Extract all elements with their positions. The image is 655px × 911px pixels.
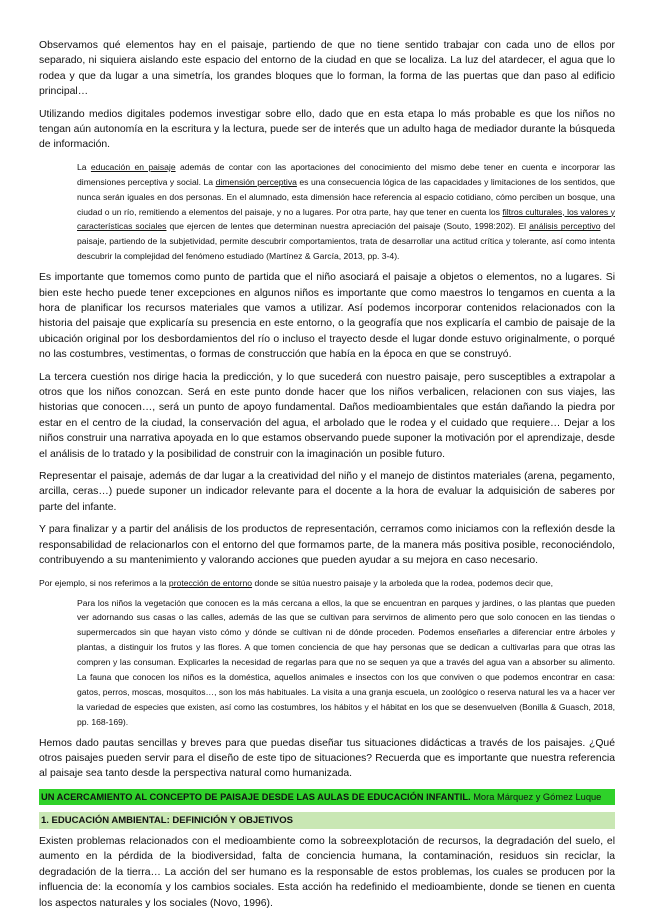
term-filtros-culturales: filtros culturales, los valores y características sociales [77, 206, 615, 232]
paragraph-prediction: La tercera cuestión nos dirige hacia la predicción, y lo que sucederá con nuestro paisaje, pero susceptibles a extrapolar a otros que los niños conozcan. Será en este punto donde hacer que los niños verbalicen, relacionen con sus viajes, las historias que conocen…, será un punto de apoyo fundamental. Daños medioambientales que están dañando la piedra por estar en el centro de la ciudad, la conservación del agua, el arbolado que le rodea y el cuidado que requiere… Dejar a los niños construir una narrativa apoyada en lo que estamos observando puede suponer la motivación por el aprendizaje, desde el análisis de lo tratado y la posibilidad de construir con la imaginación un posible futuro. [39, 371, 615, 460]
quote-text: que ejercen de lentes que determinan nuestra apreciación del paisaje (Souto, 1998:202). El [166, 221, 530, 232]
paragraph-example-intro [39, 576, 615, 590]
term-analisis-perceptivo: análisis perceptivo [529, 221, 601, 232]
paragraph-conclusion: Y para finalizar y a partir del análisis de los productos de representación, cerramos como iniciamos con la reflexión desde la responsabilidad de relacionarlos con el entorno del que formamos parte, de la manera más positiva posible, reconociéndolo, contribuyendo a su mantenimiento y valorando acciones que pueden ayudar a su mejora en caso necesario. [39, 524, 615, 567]
term-dimension-perceptiva: dimensión perceptiva [215, 176, 297, 187]
paragraph-observation: Observamos qué elementos hay en el paisaje, partiendo de que no tiene sentido trabajar con cada uno de ellos por separado, ni siquiera aislando este espacio del entorno de la ciudad en que se localiza. La luz del atardecer, el agua que lo rodea y que da lugar a una simetría, los grandes bloques que lo forman, la forma de las puertas que dan paso al edificio principal… [39, 40, 615, 98]
paragraph-digital-media: Utilizando medios digitales podemos investigar sobre ello, dado que en esta etapa lo más probable es que los niños no tengan aún autonomía en la escritura y la lectura, puede ser de interés que un adulto haga de mediador durante la búsqueda de información. [39, 108, 615, 151]
quote-text: La [77, 161, 91, 172]
paragraph-environmental-problems: Existen problemas relacionados con el medioambiente como la sobreexplotación de recursos, la degradación del suelo, el aumento en la pérdida de la biodiversidad, falta de conciencia humana, la contaminación, residuos sin reciclar, la degradación de la tierra… La acción del ser humano es la responsable de estos problemas, los cuales se producen por la influencia de: la economía y los cambios sociales. Esta acción ha redefinido el medioambiente, donde se tienen en cuenta los aspectos naturales y los sociales (Novo, 1996). [39, 835, 615, 909]
quote-text: del paisaje, partiendo de la subjetividad, permite descubrir comportamientos, trata de desarrollar una actitud crítica y tolerante, así como intenta descubrir la complejidad del fenómeno estudiado (Martínez & García, 2013, pp. 3-4). [77, 221, 616, 262]
term-proteccion-de-entorno: protección de entorno [168, 577, 253, 588]
chapter-banner [39, 789, 615, 805]
quote-landscape-education [77, 160, 615, 264]
term-educacion-en-paisaje: educación en paisaje [90, 161, 176, 172]
paragraph-starting-point: Es importante que tomemos como punto de partida que el niño asociará el paisaje a objetos o elementos, no a lugares. Si bien este hecho puede tener excepciones en algunos niños es importante que como maestros lo tengamos en cuenta a la hora de planificar los recursos materiales que vamos a utilizar. Así podemos incorporar contenidos relacionados con la historia del paisaje que explicaría su presencia en este entorno, o la geografía que nos explicaría el cambio de paisaje de la ubicación original por los desbordamientos del río o incluso el trayecto desde el lugar donde estuvo originalmente, o porqué no las costumbres, vestimentas, o formas de construcción que había en la época en que se construyó. [39, 272, 615, 361]
quote-vegetation-fauna: Para los niños la vegetación que conocen es la más cercana a ellos, la que se encuentran en parques y jardines, o las plantas que pueden ver adornando sus casas o las calles, además de las que se cultivan para servirnos de alimento pero que solo conocen en las tiendas o supermercados sin que hayan visto cómo y dónde se cultivan ni de dónde proceden. Podemos enseñarles a diferenciar entre árboles y plantas, a distinguir los frutos y las flores. A que tomen conciencia de que hay personas que se dedican a cultivarlas para que otras las compren y las consuman. Explicarles la necesidad de regarlas para que no se sequen ya que a través del agua van a absorber su alimento. La fauna que conocen los niños es la doméstica, aquellos animales e insectos con los que conviven o que podemos encontrar en casa: gatos, perros, moscas, mosquitos…, son los más habituales. La visita a una granja escuela, un zoológico o reserva natural les va a hacer ver la variedad de especies que existen, así como las costumbres, los hábitos y el hábitat en los que se desenvuelven (Bonilla & Guasch, 2018, pp. 168-169). [77, 597, 615, 727]
example-text: donde se sitúa nuestro paisaje y la arboleda que la rodea, podemos decir que, [252, 577, 554, 588]
section-heading: 1. EDUCACIÓN AMBIENTAL: DEFINICIÓN Y OBJETIVOS [39, 812, 615, 829]
quote-text: es una consecuencia lógica de las capacidades y limitaciones de los sentidos, que nunca serán iguales en dos personas. En el alumnado, esta dimensión hace referencia al espacio cotidiano, cómo perciben un bosque, una ciudad o un río, remitiendo a elementos del paisaje, y no a lugares. Por otra parte, hay que tener en cuenta los [77, 176, 615, 217]
chapter-authors: Mora Márquez y Gómez Luque [473, 791, 602, 802]
quote-text: además de contar con las aportaciones del conocimiento del mismo debe tener en cuenta e incorporar las dimensiones perceptiva y social. La [77, 161, 615, 187]
chapter-title: UN ACERCAMIENTO AL CONCEPTO DE PAISAJE DESDE LAS AULAS DE EDUCACIÓN INFANTIL. [41, 791, 471, 802]
paragraph-representation: Representar el paisaje, además de dar lugar a la creatividad del niño y el manejo de distintos materiales (arena, pegamento, arcilla, ceras…) puede suponer un indicador relevante para el docente a la hora de evaluar la adquisición de saberes por parte del infante. [39, 471, 615, 513]
example-text: Por ejemplo, si nos referimos a la [39, 577, 169, 588]
paragraph-guidelines: Hemos dado pautas sencillas y breves para que puedas diseñar tus situaciones didácticas a través de los paisajes. ¿Qué otros paisajes pueden servir para el diseño de este tipo de situaciones? Recuerda que es importante que nuestra referencia al paisaje sea tanto desde la perspectiva natural como humanizada. [39, 737, 615, 780]
